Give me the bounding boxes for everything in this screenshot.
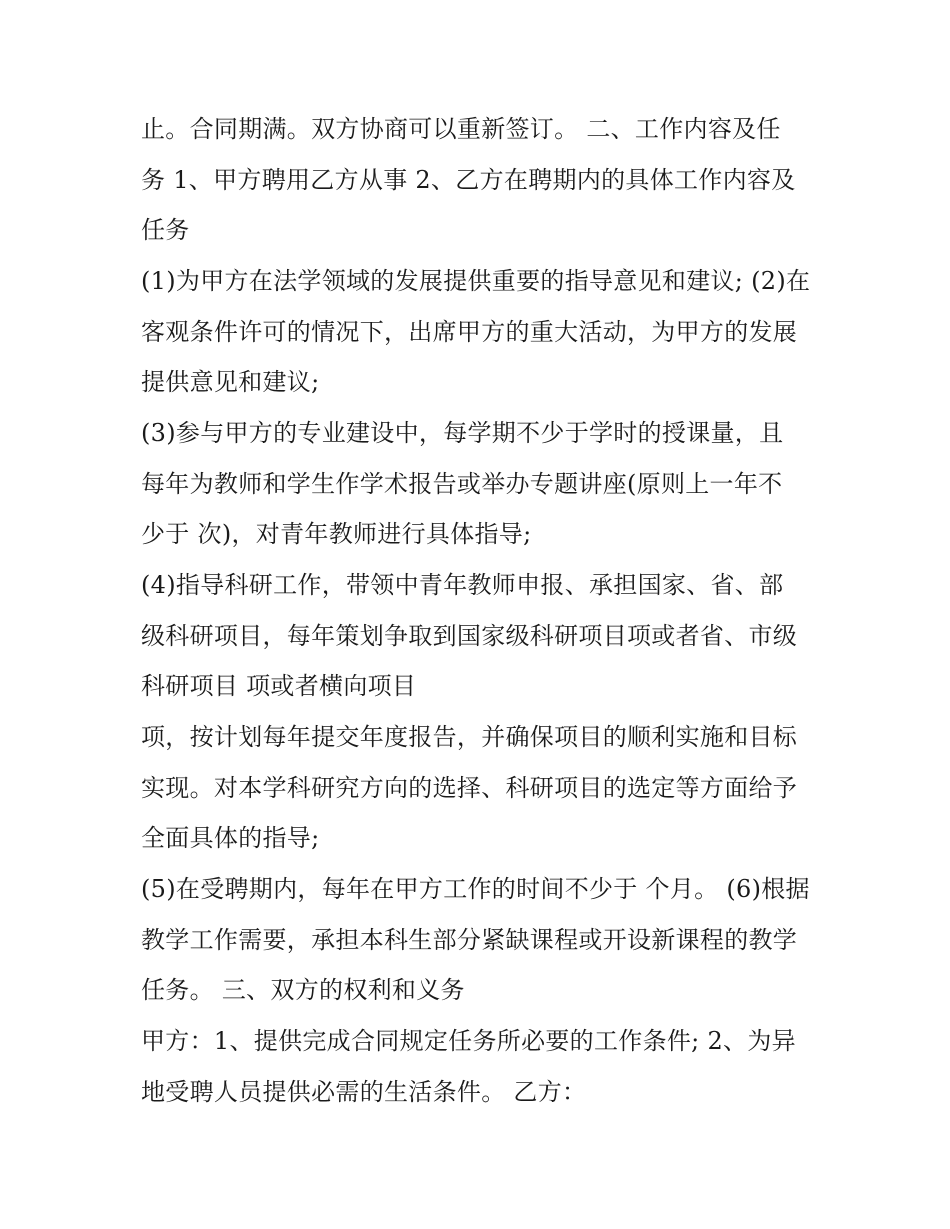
text-line-3: 任务 bbox=[141, 216, 190, 244]
text-line-2: 务 1、甲方聘用乙方从事 2、乙方在聘期内的具体工作内容及 bbox=[141, 166, 796, 194]
text-line-11: 级科研项目，每年策划争取到国家级科研项目项或者省、市级 bbox=[141, 622, 798, 650]
text-line-17: 教学工作需要，承担本科生部分紧缺课程或开设新课程的教学 bbox=[141, 926, 798, 954]
text-line-12: 科研项目 项或者横向项目 bbox=[141, 672, 417, 700]
text-line-1: 止。合同期满。双方协商可以重新签订。 二、工作内容及任 bbox=[141, 115, 781, 143]
text-line-10: (4)指导科研工作，带领中青年教师申报、承担国家、省、部 bbox=[141, 571, 784, 599]
text-line-20: 地受聘人员提供必需的生活条件。 乙方： bbox=[141, 1078, 587, 1106]
text-line-18: 任务。 三、双方的权利和义务 bbox=[141, 976, 465, 1004]
text-line-14: 实现。对本学科研究方向的选择、科研项目的选定等方面给予 bbox=[141, 774, 798, 802]
text-line-16: (5)在受聘期内，每年在甲方工作的时间不少于 个月。 (6)根据 bbox=[141, 875, 810, 903]
text-line-6: 提供意见和建议; bbox=[141, 368, 320, 396]
text-line-9: 少于 次)，对青年教师进行具体指导; bbox=[141, 520, 532, 548]
text-line-8: 每年为教师和学生作学术报告或举办专题讲座(原则上一年不 bbox=[141, 470, 783, 498]
text-line-13: 项，按计划每年提交年度报告，并确保项目的顺利实施和目标 bbox=[141, 723, 798, 751]
text-line-7: (3)参与甲方的专业建设中，每学期不少于学时的授课量，且 bbox=[141, 419, 784, 447]
text-line-4: (1)为甲方在法学领域的发展提供重要的指导意见和建议; (2)在 bbox=[141, 267, 811, 295]
text-line-5: 客观条件许可的情况下，出席甲方的重大活动，为甲方的发展 bbox=[141, 318, 798, 346]
text-line-19: 甲方：1、提供完成合同规定任务所必要的工作条件; 2、为异 bbox=[141, 1027, 796, 1055]
text-line-15: 全面具体的指导; bbox=[141, 824, 320, 852]
